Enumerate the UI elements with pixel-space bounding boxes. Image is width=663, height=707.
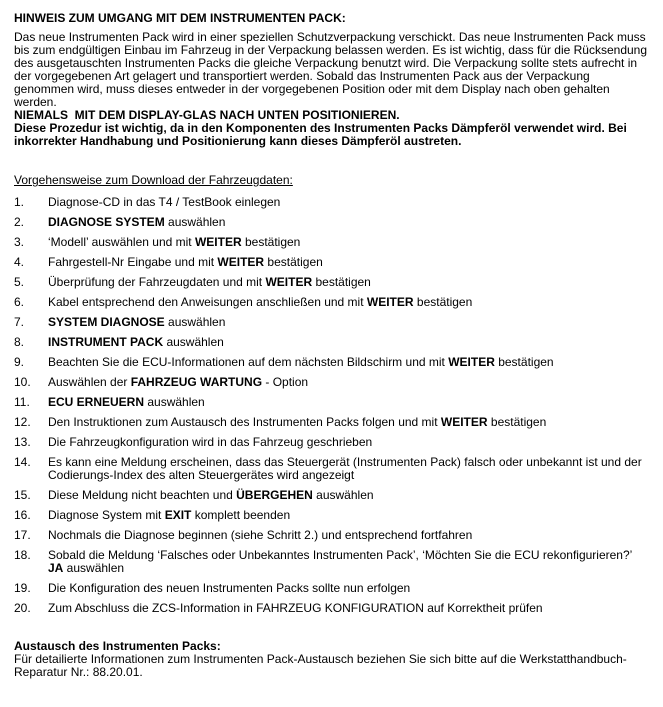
procedure-step xyxy=(14,602,650,615)
step-number: 2. xyxy=(14,215,25,229)
step-text: ECU ERNEUERN auswählen xyxy=(48,395,205,409)
procedure-step xyxy=(14,276,650,289)
step-text: Diese Meldung nicht beachten und ÜBERGEHEN auswählen xyxy=(48,488,374,502)
step-text: DIAGNOSE SYSTEM auswählen xyxy=(48,215,226,229)
step-text: ‘Modell’ auswählen und mit WEITER bestätigen xyxy=(48,235,301,249)
footer-heading: Austausch des Instrumenten Packs: xyxy=(14,639,221,653)
step-text: Diagnose-CD in das T4 / TestBook einlegen xyxy=(48,195,281,209)
step-number: 15. xyxy=(14,488,31,502)
step-text: Zum Abschluss die ZCS-Information in FAHRZEUG KONFIGURATION auf Korrektheit prüfen xyxy=(48,601,543,615)
procedure-step xyxy=(14,509,650,522)
step-text: Sobald die Meldung ‘Falsches oder Unbekanntes Instrumenten Pack’, ‘Möchten Sie die ECU rekonfigurieren?’ JA auswählen xyxy=(48,548,632,575)
step-number: 16. xyxy=(14,508,31,522)
procedure-list xyxy=(14,196,650,615)
procedure-step xyxy=(14,549,650,575)
procedure-step xyxy=(14,236,650,249)
procedure-step xyxy=(14,216,650,229)
procedure-step xyxy=(14,416,650,429)
footer-text: Für detailierte Informationen zum Instrumenten Pack-Austausch beziehen Sie sich bitte auf die Werkstatthandbuch-Reparatur Nr.: 88.20.01. xyxy=(14,652,627,679)
intro-paragraph: Das neue Instrumenten Pack wird in einer speziellen Schutzverpackung verschickt. Das neue Instrumenten Pack muss bis zum endgültigen Einbau im Fahrzeug in der Verpackung belassen werden. Es ist wichtig, dass für die Rücksendung des ausgetauschten Instrumenten Packs die gleiche Verpackung benutzt wird. Die Verpackung sollte stets aufrecht in der vorgegebenen Art gelagert und transportiert werden. Sobald das Instrumenten Pack aus der Verpackung genommen wird, muss dieses entweder in der vorgegebenen Position oder mit dem Display nach oben gehalten werden. xyxy=(14,30,651,109)
procedure-step xyxy=(14,196,650,209)
warning-paragraph: Diese Prozedur ist wichtig, da in den Komponenten des Instrumenten Packs Dämpferöl verwendet wird. Bei inkorrekter Handhabung und Positionierung kann dieses Dämpferöl austreten. xyxy=(14,121,631,148)
document-title: HINWEIS ZUM UMGANG MIT DEM INSTRUMENTEN PACK: xyxy=(14,11,346,25)
step-text: Es kann eine Meldung erscheinen, dass das Steuergerät (Instrumenten Pack) falsch oder unbekannt ist und der Codierungs-Index des alten Steuergerätes wird angezeigt xyxy=(48,455,642,482)
step-number: 17. xyxy=(14,528,31,542)
step-text: Kabel entsprechend den Anweisungen anschließen und mit WEITER bestätigen xyxy=(48,295,473,309)
step-number: 7. xyxy=(14,315,25,329)
warning-line: NIEMALS MIT DEM DISPLAY-GLAS NACH UNTEN POSITIONIEREN. xyxy=(14,108,400,122)
procedure-step xyxy=(14,356,650,369)
step-number: 5. xyxy=(14,275,25,289)
procedure-step xyxy=(14,396,650,409)
procedure-step xyxy=(14,436,650,449)
step-text: INSTRUMENT PACK auswählen xyxy=(48,335,224,349)
step-text: Die Fahrzeugkonfiguration wird in das Fahrzeug geschrieben xyxy=(48,435,373,449)
step-number: 6. xyxy=(14,295,25,309)
step-number: 13. xyxy=(14,435,31,449)
step-text: Den Instruktionen zum Austausch des Instrumenten Packs folgen und mit WEITER bestätigen xyxy=(48,415,547,429)
procedure-step xyxy=(14,296,650,309)
procedure-step xyxy=(14,316,650,329)
step-text: SYSTEM DIAGNOSE auswählen xyxy=(48,315,226,329)
procedure-heading: Vorgehensweise zum Download der Fahrzeugdaten: xyxy=(14,173,293,187)
step-text: Nochmals die Diagnose beginnen (siehe Schritt 2.) und entsprechend fortfahren xyxy=(48,528,473,542)
step-text: Diagnose System mit EXIT komplett beenden xyxy=(48,508,291,522)
step-number: 3. xyxy=(14,235,25,249)
procedure-step xyxy=(14,256,650,269)
step-text: Fahrgestell-Nr Eingabe und mit WEITER bestätigen xyxy=(48,255,323,269)
procedure-step xyxy=(14,456,650,482)
procedure-step xyxy=(14,336,650,349)
step-number: 14. xyxy=(14,455,31,469)
procedure-step xyxy=(14,582,650,595)
step-text: Auswählen der FAHRZEUG WARTUNG - Option xyxy=(48,375,309,389)
step-number: 12. xyxy=(14,415,31,429)
procedure-step xyxy=(14,489,650,502)
step-number: 8. xyxy=(14,335,25,349)
step-number: 20. xyxy=(14,601,31,615)
step-number: 10. xyxy=(14,375,31,389)
procedure-step xyxy=(14,529,650,542)
procedure-step xyxy=(14,376,650,389)
step-number: 18. xyxy=(14,548,31,562)
step-number: 9. xyxy=(14,355,25,369)
step-number: 1. xyxy=(14,195,25,209)
step-text: Beachten Sie die ECU-Informationen auf dem nächsten Bildschirm und mit WEITER bestätigen xyxy=(48,355,554,369)
step-text: Überprüfung der Fahrzeugdaten und mit WEITER bestätigen xyxy=(48,275,371,289)
step-number: 11. xyxy=(14,395,30,409)
step-number: 4. xyxy=(14,255,25,269)
step-text: Die Konfiguration des neuen Instrumenten Packs sollte nun erfolgen xyxy=(48,581,411,595)
step-number: 19. xyxy=(14,581,31,595)
